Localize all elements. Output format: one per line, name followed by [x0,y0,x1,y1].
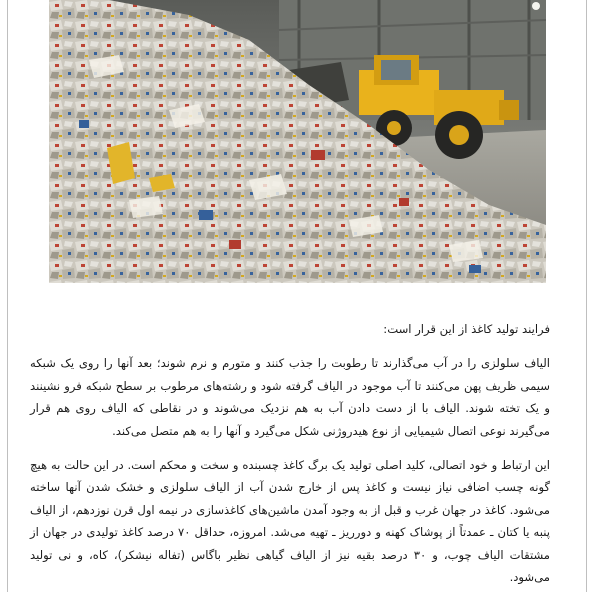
document-body [30,318,550,588]
paragraph-2: این ارتباط و خود اتصالی، کلید اصلی تولید یک برگ کاغذ چسبنده و سخت و محکم است. در این حالت به هیچ گونه چسب اضافی نیاز نیست و کاغذ پس از خارج شدن آب از الیاف سلولزی و خشک شدن آنها ساخته می‌شود. کاغذ در جهان غرب و قبل از به وجود آمدن ماشین‌های کاغذسازی در نیمه اول قرن نوزدهم، از الیاف پنبه یا کتان ـ عمدتاً از پوشاک کهنه و دورریز ـ تهیه می‌شد. امروزه، حداقل ۷۰ درصد کاغذ تولیدی در جهان از مشتقات الیاف چوب، و ۳۰ درصد بقیه نیز از الیاف گیاهی نظیر باگاس (تفاله نیشکر)، کاه، و نی تولید می‌شود. [30,458,550,585]
paragraph-1: الیاف سلولزی را در آب می‌گذارند تا رطوبت را جذب کنند و متورم و نرم شوند؛ بعد آنها را روی یک شبکه سیمی ظریف پهن می‌کنند تا آب موجود در الیاف گرفته شود و رشته‌های مرطوب بر سطح شبکه فرو نشینند و یک تخته شوند. الیاف با از دست دادن آب به هم نزدیک می‌شوند و در نقاطی که الیاف روی هم قرار می‌گیرند نوعی اتصال شیمیایی از نوع هیدروژنی شکل می‌گیرد و آنها را به هم متصل می‌کند. [30,356,550,438]
intro-line: فرایند تولید کاغذ از این قرار است: [383,322,550,336]
paper-recycling-photo [49,0,546,283]
